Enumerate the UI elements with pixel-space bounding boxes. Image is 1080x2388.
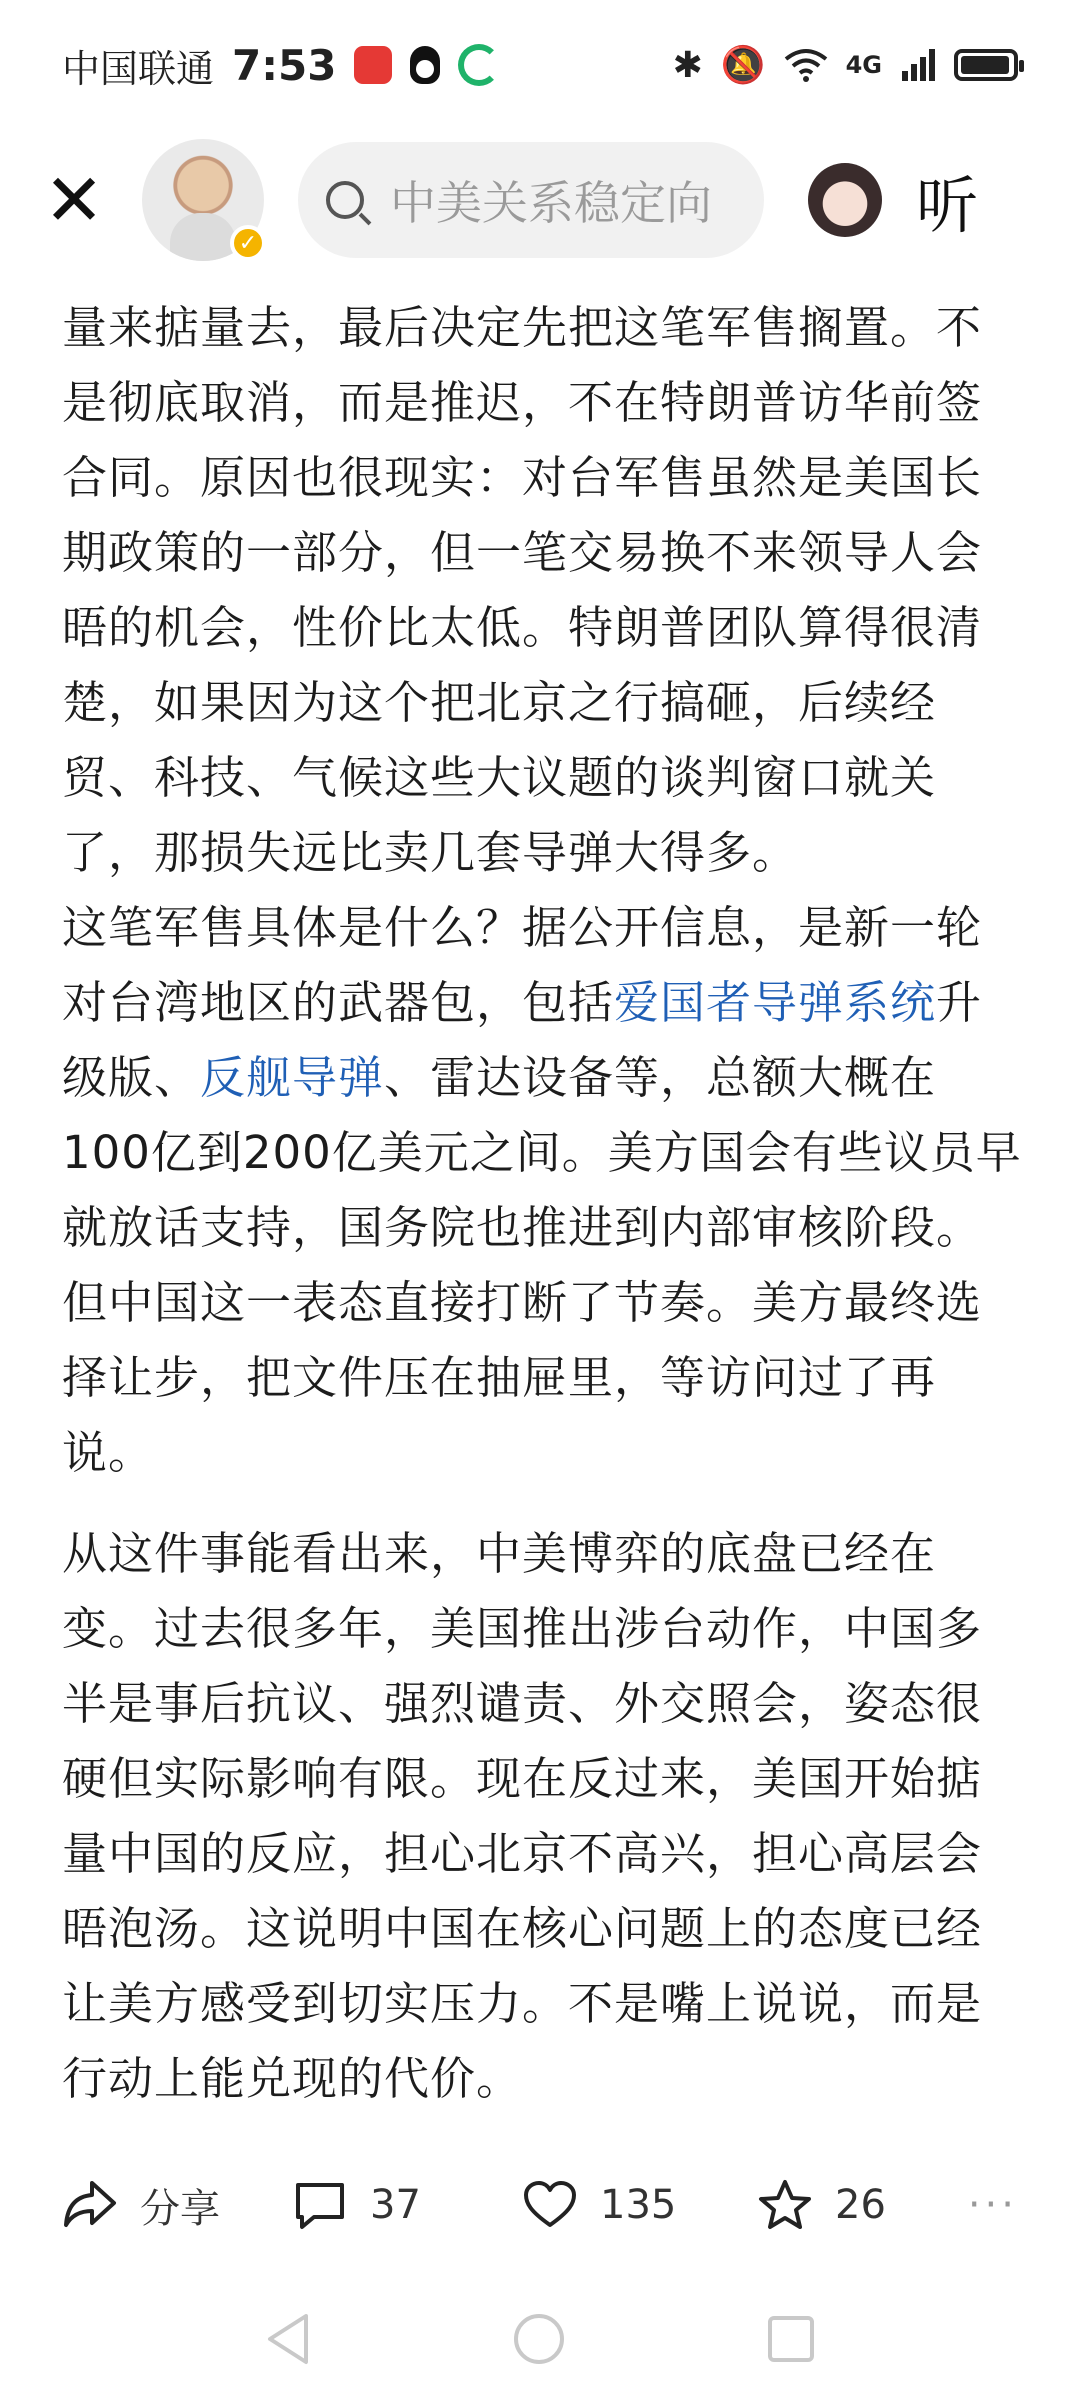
battery-level [961,56,1009,74]
paragraph-2-text-b: 升级版、 [62,976,983,1104]
status-left [62,38,500,93]
share-label: 分享 [140,2185,220,2232]
search-input[interactable] [298,142,764,258]
mute-bell-icon: 🔕 [720,45,766,86]
share-button[interactable] [62,2177,292,2234]
comment-count: 37 [370,2182,421,2228]
paragraph-2 [62,890,1022,1490]
carrier-name: 中国联通 [62,46,215,91]
favorite-count: 26 [835,2182,886,2228]
qq-icon [410,46,440,84]
sync-app-icon [458,44,500,86]
status-right [673,44,1018,86]
paragraph-2-text-a: 这笔军售具体是什么？据公开信息，是新一轮对台湾地区的武器包，包括 [62,901,983,1029]
back-nav-icon[interactable] [264,2312,312,2366]
bluetooth-icon: ✱ [672,44,703,86]
recents-nav-icon[interactable] [766,2314,816,2364]
comment-icon [292,2179,348,2231]
huawei-app-icon [354,46,392,84]
network-type: 4G [845,51,882,79]
paragraph-1: 量来掂量去，最后决定先把这笔军售搁置。不是彻底取消，而是推迟，不在特朗普访华前签合同。原因也很现实：对台军售虽然是美国长期政策的一部分，但一笔交易换不来领导人会晤的机会，性价比太低。特朗普团队算得很清楚，如果因为这个把北京之行搞砸，后续经贸、科技、气候这些大议题的谈判窗口就关了，那损失远比卖几套导弹大得多。 [62,301,983,879]
top-header [0,135,1080,265]
close-icon: ✕ [43,158,105,242]
article-body [62,290,1022,2116]
listen-button[interactable]: 听 [916,168,979,242]
action-bar [62,2165,1018,2245]
battery-icon [954,49,1018,81]
anti-ship-missile-link[interactable]: 反舰导弹 [200,1051,385,1104]
signal-icon [900,47,936,83]
verified-badge-icon: ✓ [230,225,266,261]
like-count: 135 [600,2182,677,2228]
wifi-icon [784,47,828,83]
status-bar [0,0,1080,130]
comment-button[interactable] [292,2179,522,2231]
share-icon [62,2179,118,2231]
star-icon [757,2179,813,2231]
clock: 7:53 [232,40,337,90]
search-placeholder: 中美关系稳定向 [390,176,712,230]
more-button[interactable]: ··· [967,2182,1018,2228]
patriot-missile-link[interactable]: 爱国者导弹系统 [614,976,937,1029]
close-button[interactable] [36,158,112,242]
like-button[interactable] [522,2179,757,2231]
paragraph-3: 从这件事能看出来，中美博弈的底盘已经在变。过去很多年，美国推出涉台动作，中国多半是事后抗议、强烈谴责、外交照会，姿态很硬但实际影响有限。现在反过来，美国开始掂量中国的反应，担心北京不高兴，担心高层会晤泡汤。这说明中国在核心问题上的态度已经让美方感受到切实压力。不是嘴上说说，而是行动上能兑现的代价。 [62,1527,983,2105]
heart-icon [522,2179,578,2231]
assistant-avatar-icon[interactable] [808,163,882,237]
paragraph-2-text-c: 、雷达设备等，总额大概在100亿到200亿美元之间。美方国会有些议员早就放话支持，国务院也推进到内部审核阶段。但中国这一表态直接打断了节奏。美方最终选择让步，把文件压在抽屉里，等访问过了再说。 [62,1051,1022,1479]
system-nav-bar [0,2290,1080,2388]
favorite-button[interactable] [757,2179,957,2231]
search-icon [326,181,364,219]
author-avatar[interactable] [142,139,264,261]
home-nav-icon[interactable] [512,2312,566,2366]
